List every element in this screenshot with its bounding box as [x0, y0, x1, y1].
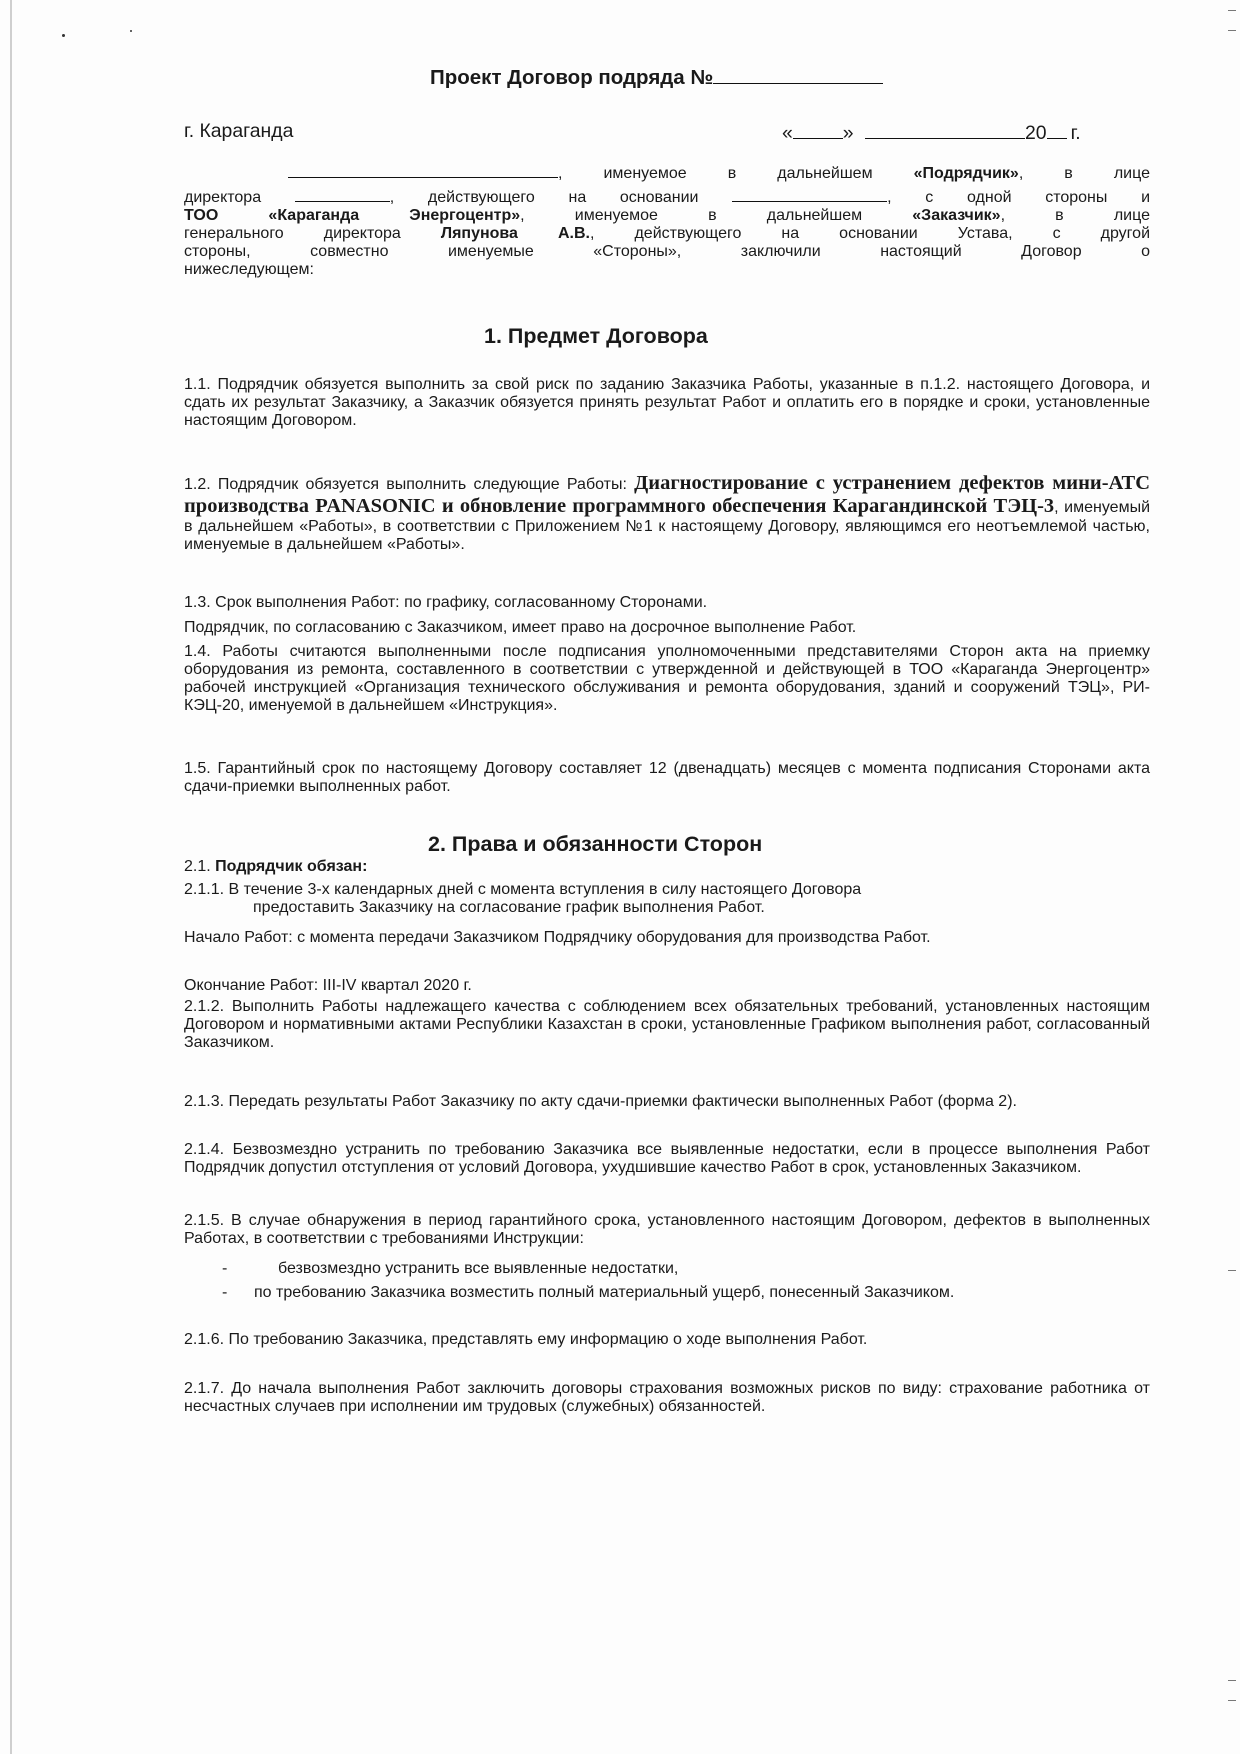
clause-2-1-1: 2.1.1. В течение 3-х календарных дней с момента вступления в силу настоящего Договора предоставить Заказчику на согласование график выполнения Работ.: [184, 881, 862, 916]
city: г. Караганда: [184, 120, 294, 142]
scan-margin-mark: [1228, 1700, 1236, 1701]
clause-1-4: 1.4. Работы считаются выполненными после подписания уполномоченными представителями Сторон акта на приемку оборудования из ремонта, составленного в соответствии с утвержденной и действующей в ТОО «Караганда Энергоцентр» рабочей инструкцией «Организация технического обслуживания и ремонта оборудования, зданий и сооружений ТЭЦ», РИ-КЭЦ-20, именуемой в дальнейшем «Инструкция».: [184, 643, 1150, 714]
day-blank: [793, 120, 843, 139]
clause-1-5: 1.5. Гарантийный срок по настоящему Договору составляет 12 (двенадцать) месяцев с момента подписания Сторонами акта сдачи-приемки выполненных работ.: [184, 760, 1150, 795]
clause-1-1: 1.1. Подрядчик обязуется выполнить за свой риск по заданию Заказчика Работы, указанные в п.1.2. настоящего Договора, и сдать их результат Заказчику, а Заказчик обязуется принять результат Работ и оплатить его в порядке и сроки, установленные настоящим Договором.: [184, 376, 1150, 429]
year-prefix: 20: [1024, 122, 1047, 144]
scan-margin-mark: [1228, 1270, 1236, 1271]
works-description: Диагностирование с устранением дефектов мини-АТС производства PANASONIC и обновление программного обеспечения Карагандинской ТЭЦ-3: [184, 472, 1150, 517]
preamble-line-4: генерального директора Ляпунова А.В., действующего на основании Устава, с другой: [184, 225, 1151, 242]
clause-2-1-6: 2.1.6. По требованию Заказчика, представлять ему информацию о ходе выполнения Работ.: [184, 1331, 868, 1348]
year-suffix: г.: [1070, 122, 1081, 144]
clause-1-3-note: Подрядчик, по согласованию с Заказчиком, имеет право на досрочное выполнение Работ.: [184, 619, 857, 636]
clause-2-1-7: 2.1.7. До начала выполнения Работ заключить договоры страхования возможных рисков по виду: страхование работника от несчастных случаев при исполнении им трудовых (служебных) обязанностей.: [184, 1380, 1150, 1415]
scan-speck: [130, 30, 132, 32]
clause-2-1-2: 2.1.2. Выполнить Работы надлежащего качества с соблюдением всех обязательных требований, установленных настоящим Договором и нормативными актами Республики Казахстан в сроки, установленные Графиком выполнения работ, согласованный Заказчиком.: [184, 998, 1150, 1051]
date-close-quote: »: [842, 122, 854, 144]
list-item: - по требованию Заказчика возместить полный материальный ущерб, понесенный Заказчиком.: [222, 1284, 955, 1301]
month-blank: [865, 120, 1025, 139]
clause-1-3: 1.3. Срок выполнения Работ: по графику, согласованному Сторонами.: [184, 594, 708, 611]
subsection-2-1: 2.1. Подрядчик обязан:: [184, 858, 368, 875]
scan-margin-mark: [1228, 30, 1236, 31]
basis-blank: [732, 183, 887, 202]
clause-2-1-3: 2.1.3. Передать результаты Работ Заказчику по акту сдачи-приемки фактически выполненных Работ (форма 2).: [184, 1093, 1017, 1110]
preamble-line-6: нижеследующем:: [184, 261, 314, 278]
scan-edge-line: [10, 0, 12, 1754]
customer-name: ТОО «Караганда Энергоцентр»: [184, 207, 521, 224]
preamble: [184, 159, 1150, 279]
preamble-line-3: ТОО «Караганда Энергоцентр», именуемое в дальнейшем «Заказчик», в лице: [184, 207, 1150, 224]
director-name: Ляпунова А.В.: [440, 225, 590, 242]
dash-marker: -: [222, 1284, 228, 1301]
preamble-line-2: директора , действующего на основании , с одной стороны и: [184, 183, 1150, 207]
contractor-label: «Подрядчик»: [913, 165, 1019, 182]
date-open-quote: «: [782, 122, 793, 144]
work-end: Окончание Работ: III-IV квартал 2020 г.: [184, 977, 472, 994]
work-start: Начало Работ: с момента передачи Заказчиком Подрядчику оборудования для производства Работ.: [184, 929, 931, 946]
scan-speck: [62, 34, 65, 37]
contractor-name-blank: [288, 159, 558, 178]
title-text: Проект Договор подряда №: [430, 66, 714, 89]
contract-number-blank: [713, 65, 883, 84]
director-blank: [295, 183, 390, 202]
preamble-line-5: стороны, совместно именуемые «Стороны», заключили настоящий Договор о: [184, 243, 1150, 260]
preamble-line-1: , именуемое в дальнейшем «Подрядчик», в лице: [184, 159, 1150, 183]
clause-1-2: 1.2. Подрядчик обязуется выполнить следующие Работы: Диагностирование с устранением дефектов мини-АТС производства PANASONIC и обновление программного обеспечения Карагандинской ТЭЦ-3, именуемый в дальнейшем «Работы», в соответствии с Приложением №1 к настоящему Договору, являющимся его неотъемлемой частью, именуемые в дальнейшем «Работы».: [184, 472, 1151, 553]
subsection-2-1-title: Подрядчик обязан:: [215, 858, 368, 875]
section-2-heading: 2. Права и обязанности Сторон: [428, 832, 763, 856]
clause-2-1-5: 2.1.5. В случае обнаружения в период гарантийного срока, установленного настоящим Договором, дефектов в выполненных Работах, в соответствии с требованиями Инструкции:: [184, 1212, 1150, 1247]
date-line: [782, 120, 1081, 145]
document-title: [430, 65, 883, 90]
year-blank: [1047, 120, 1067, 139]
scan-margin-mark: [1228, 10, 1236, 11]
scan-margin-mark: [1228, 1680, 1236, 1681]
dash-marker: -: [222, 1260, 228, 1277]
list-item: - безвозмездно устранить все выявленные недостатки,: [184, 1260, 1150, 1278]
customer-label: «Заказчик»: [912, 207, 1001, 224]
section-1-heading: 1. Предмет Договора: [484, 324, 708, 348]
clause-2-1-4: 2.1.4. Безвозмездно устранить по требованию Заказчика все выявленные недостатки, если в процессе выполнения Работ Подрядчик допустил отступления от условий Договора, ухудшившие качество Работ в срок, установленных Заказчиком.: [184, 1141, 1150, 1176]
